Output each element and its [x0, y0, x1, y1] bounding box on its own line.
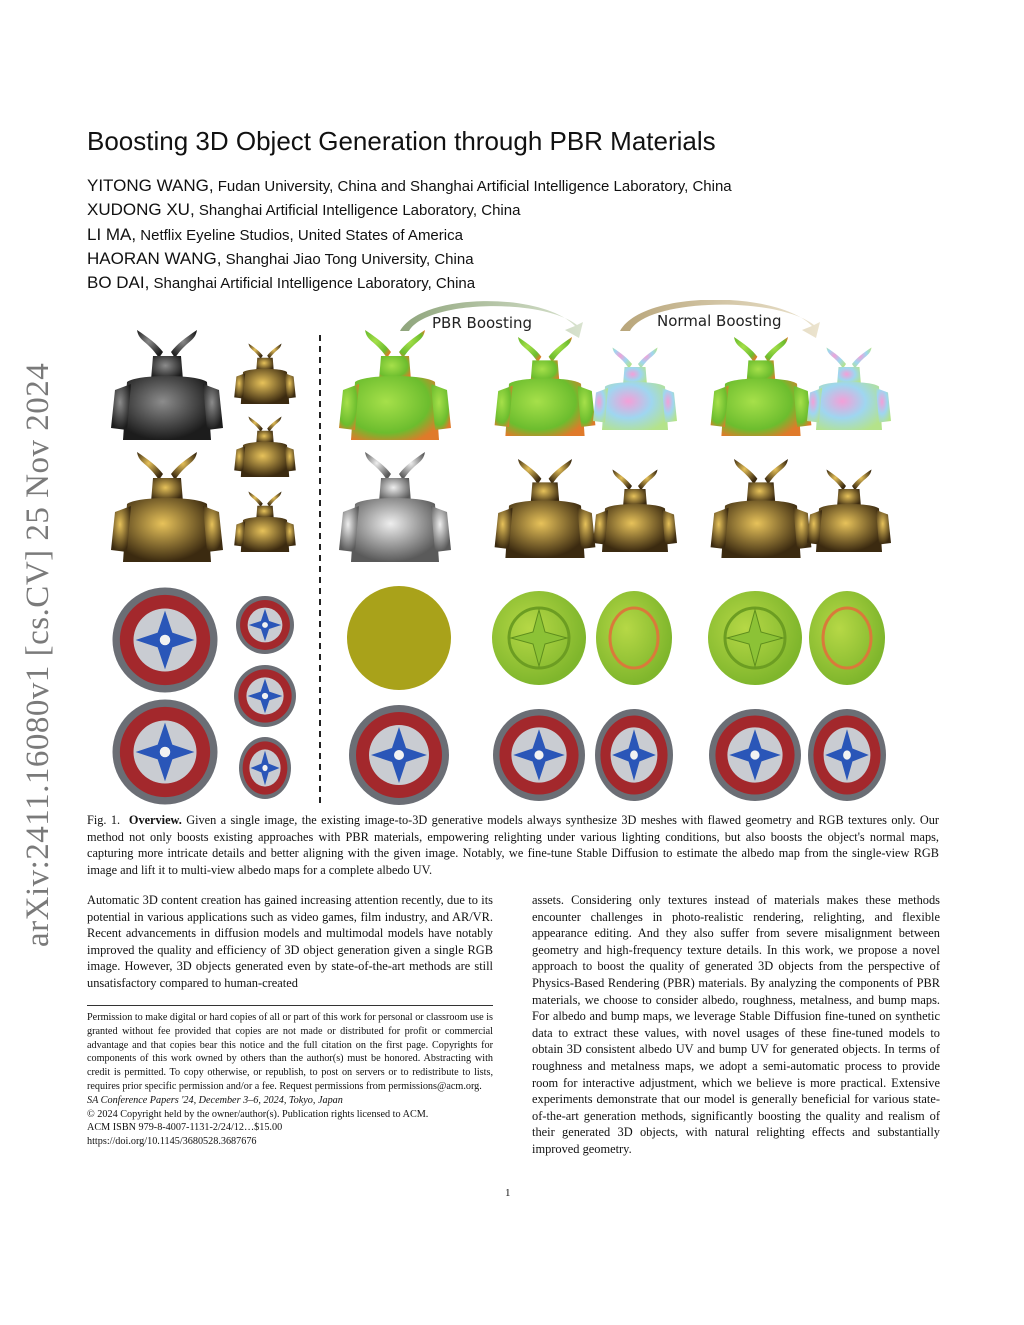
footnote — [87, 1011, 493, 1149]
armor-normal-boosted — [711, 337, 812, 436]
armor-render-baseline — [339, 452, 451, 562]
shield-normal-pbr — [492, 591, 586, 685]
body-right-column: assets. Considering only textures instead of materials makes these methods encounter challenges in photo-realistic rendering, relighting, and flexible appearance editing. And they also suffer from severe misalignment between geometry and high-frequency texture details. In this work, we propose a novel approach to boost the quality of generated 3D objects from the perspective of Physics-Based Rendering (PBR) materials. By analyzing the components of PBR materials, we choose to consider albedo, roughness, metalness, and bump maps. For albedo and bump maps, we leverage Stable Diffusion fine-tuned on synthetic data to extract these values, with novel usages of these fine-tuned models to obtain 3D consistent albedo UV and bump UV for generated objects. In terms of roughness and metalness maps, we adopt a semi-automatic process to provide room for interactive adjustment, which we believe is more practical. Extensive experiments demonstrate that our model is generally beneficial for various state-of-the-art generation methods, significantly boosting the quality and realism of their generated 3D objects, with natural relighting effects and substantially improved geometry. — [532, 893, 940, 1156]
shield-render-pbr-side — [595, 709, 673, 801]
figure-caption — [87, 812, 939, 878]
shield-view-2 — [234, 665, 296, 727]
armor-render-boosted — [711, 459, 812, 558]
author-name: BO DAI, — [87, 273, 150, 293]
shield-normal-boosted — [708, 591, 802, 685]
paper-title: Boosting 3D Object Generation through PBR Materials — [87, 126, 716, 156]
armor-render-boosted-side — [807, 470, 891, 553]
author-affiliation: Shanghai Jiao Tong University, China — [221, 250, 474, 268]
armor-normal-boosted-side — [807, 348, 891, 431]
shield-normal-boosted-side — [809, 591, 885, 685]
author-line — [87, 247, 732, 271]
author-affiliation: Netflix Eyeline Studios, United States of America — [136, 226, 463, 244]
author-line — [87, 174, 732, 198]
shield-render-pbr — [493, 709, 585, 801]
shield-render-boosted-side — [808, 709, 886, 801]
shield-input-2 — [113, 700, 218, 805]
author-affiliation: Shanghai Artificial Intelligence Laboratory, China — [194, 202, 521, 220]
normal-boosting-label: Normal Boosting — [657, 312, 782, 330]
armor-view-1 — [234, 344, 296, 405]
copyright-line: © 2024 Copyright held by the owner/author(s). Publication rights licensed to ACM. — [87, 1108, 429, 1120]
shield-render-boosted — [709, 709, 801, 801]
author-name: XUDONG XU, — [87, 200, 195, 220]
body-left-column: Automatic 3D content creation has gained increasing attention recently, due to its potential in various applications such as video games, film industry, and AR/VR. Recent advancements in diffusion models and multimodal models have notably improved the quality and efficiency of 3D object generation given a single RGB image. However, 3D objects generated even by state-of-the-art methods are still unsatisfactory compared to human-created — [87, 893, 493, 990]
caption-text: Given a single image, the existing image-to-3D generative models always synthesize 3D meshes with flawed geometry and RGB textures only. Our method not only boosts existing approaches with PBR materials, empowering relighting under various lighting conditions, but also boosts the object's normal maps, capturing more intricate details and better aligning with the given image. Notably, we fine-tune Stable Diffusion to estimate the albedo map from the single-view RGB image and lift it to multi-view albedo maps for a complete albedo UV. — [87, 813, 939, 877]
footnote-rule — [87, 1005, 493, 1006]
permission-notice: Permission to make digital or hard copies of all or part of this work for personal or classroom use is granted without fee provided that copies are not made or distributed for profit or commercial advantage and that copies bear this notice and the full citation on the first page. Copyrights for components of this work owned by others than the author(s) must be honored. Abstracting with credit is permitted. To copy otherwise, or republish, to post on servers or to redistribute to lists, requires prior specific permission and/or a fee. Request permissions from permissions@acm.org. — [87, 1012, 493, 1092]
author-affiliation: Shanghai Artificial Intelligence Laboratory, China — [149, 275, 476, 293]
isbn-line: ACM ISBN 979-8-4007-1131-2/24/12…$15.00 — [87, 1122, 283, 1134]
doi-link[interactable]: https://doi.org/10.1145/3680528.3687676 — [87, 1136, 257, 1148]
caption-heading: Overview. — [128, 813, 182, 827]
shield-render-baseline — [349, 705, 449, 805]
shield-normal-pbr-side — [596, 591, 672, 685]
author-name: HAORAN WANG, — [87, 248, 222, 268]
conference-line: SA Conference Papers '24, December 3–6, 2024, Tokyo, Japan — [87, 1094, 343, 1106]
author-line — [87, 198, 732, 222]
armor-view-3 — [234, 492, 296, 553]
author-line — [87, 271, 732, 295]
author-name: YITONG WANG, — [87, 176, 214, 195]
armor-view-2 — [234, 417, 296, 478]
author-list — [87, 174, 732, 295]
shield-input-1 — [113, 588, 218, 693]
page-number: 1 — [505, 1187, 511, 1199]
figure-number: Fig. 1. — [87, 813, 121, 827]
armor-render-pbr-side — [593, 470, 677, 553]
shield-view-1 — [236, 596, 294, 654]
author-line — [87, 223, 732, 247]
author-affiliation: Fudan University, China and Shanghai Artificial Intelligence Laboratory, China — [213, 178, 732, 195]
armor-input-dark — [111, 330, 223, 440]
author-name: LI MA, — [87, 224, 137, 244]
armor-normal-baseline — [339, 330, 451, 440]
armor-normal-pbr-side — [593, 348, 677, 431]
arxiv-stamp: arXiv:2411.16080v1 [cs.CV] 25 Nov 2024 — [20, 362, 56, 947]
armor-normal-pbr — [495, 337, 596, 436]
armor-render-pbr — [495, 459, 596, 558]
shield-albedo-baseline — [347, 586, 451, 690]
pbr-boosting-label: PBR Boosting — [432, 314, 533, 332]
shield-view-3 — [239, 737, 291, 799]
armor-input-gold — [111, 452, 223, 562]
overview-figure — [87, 300, 937, 810]
